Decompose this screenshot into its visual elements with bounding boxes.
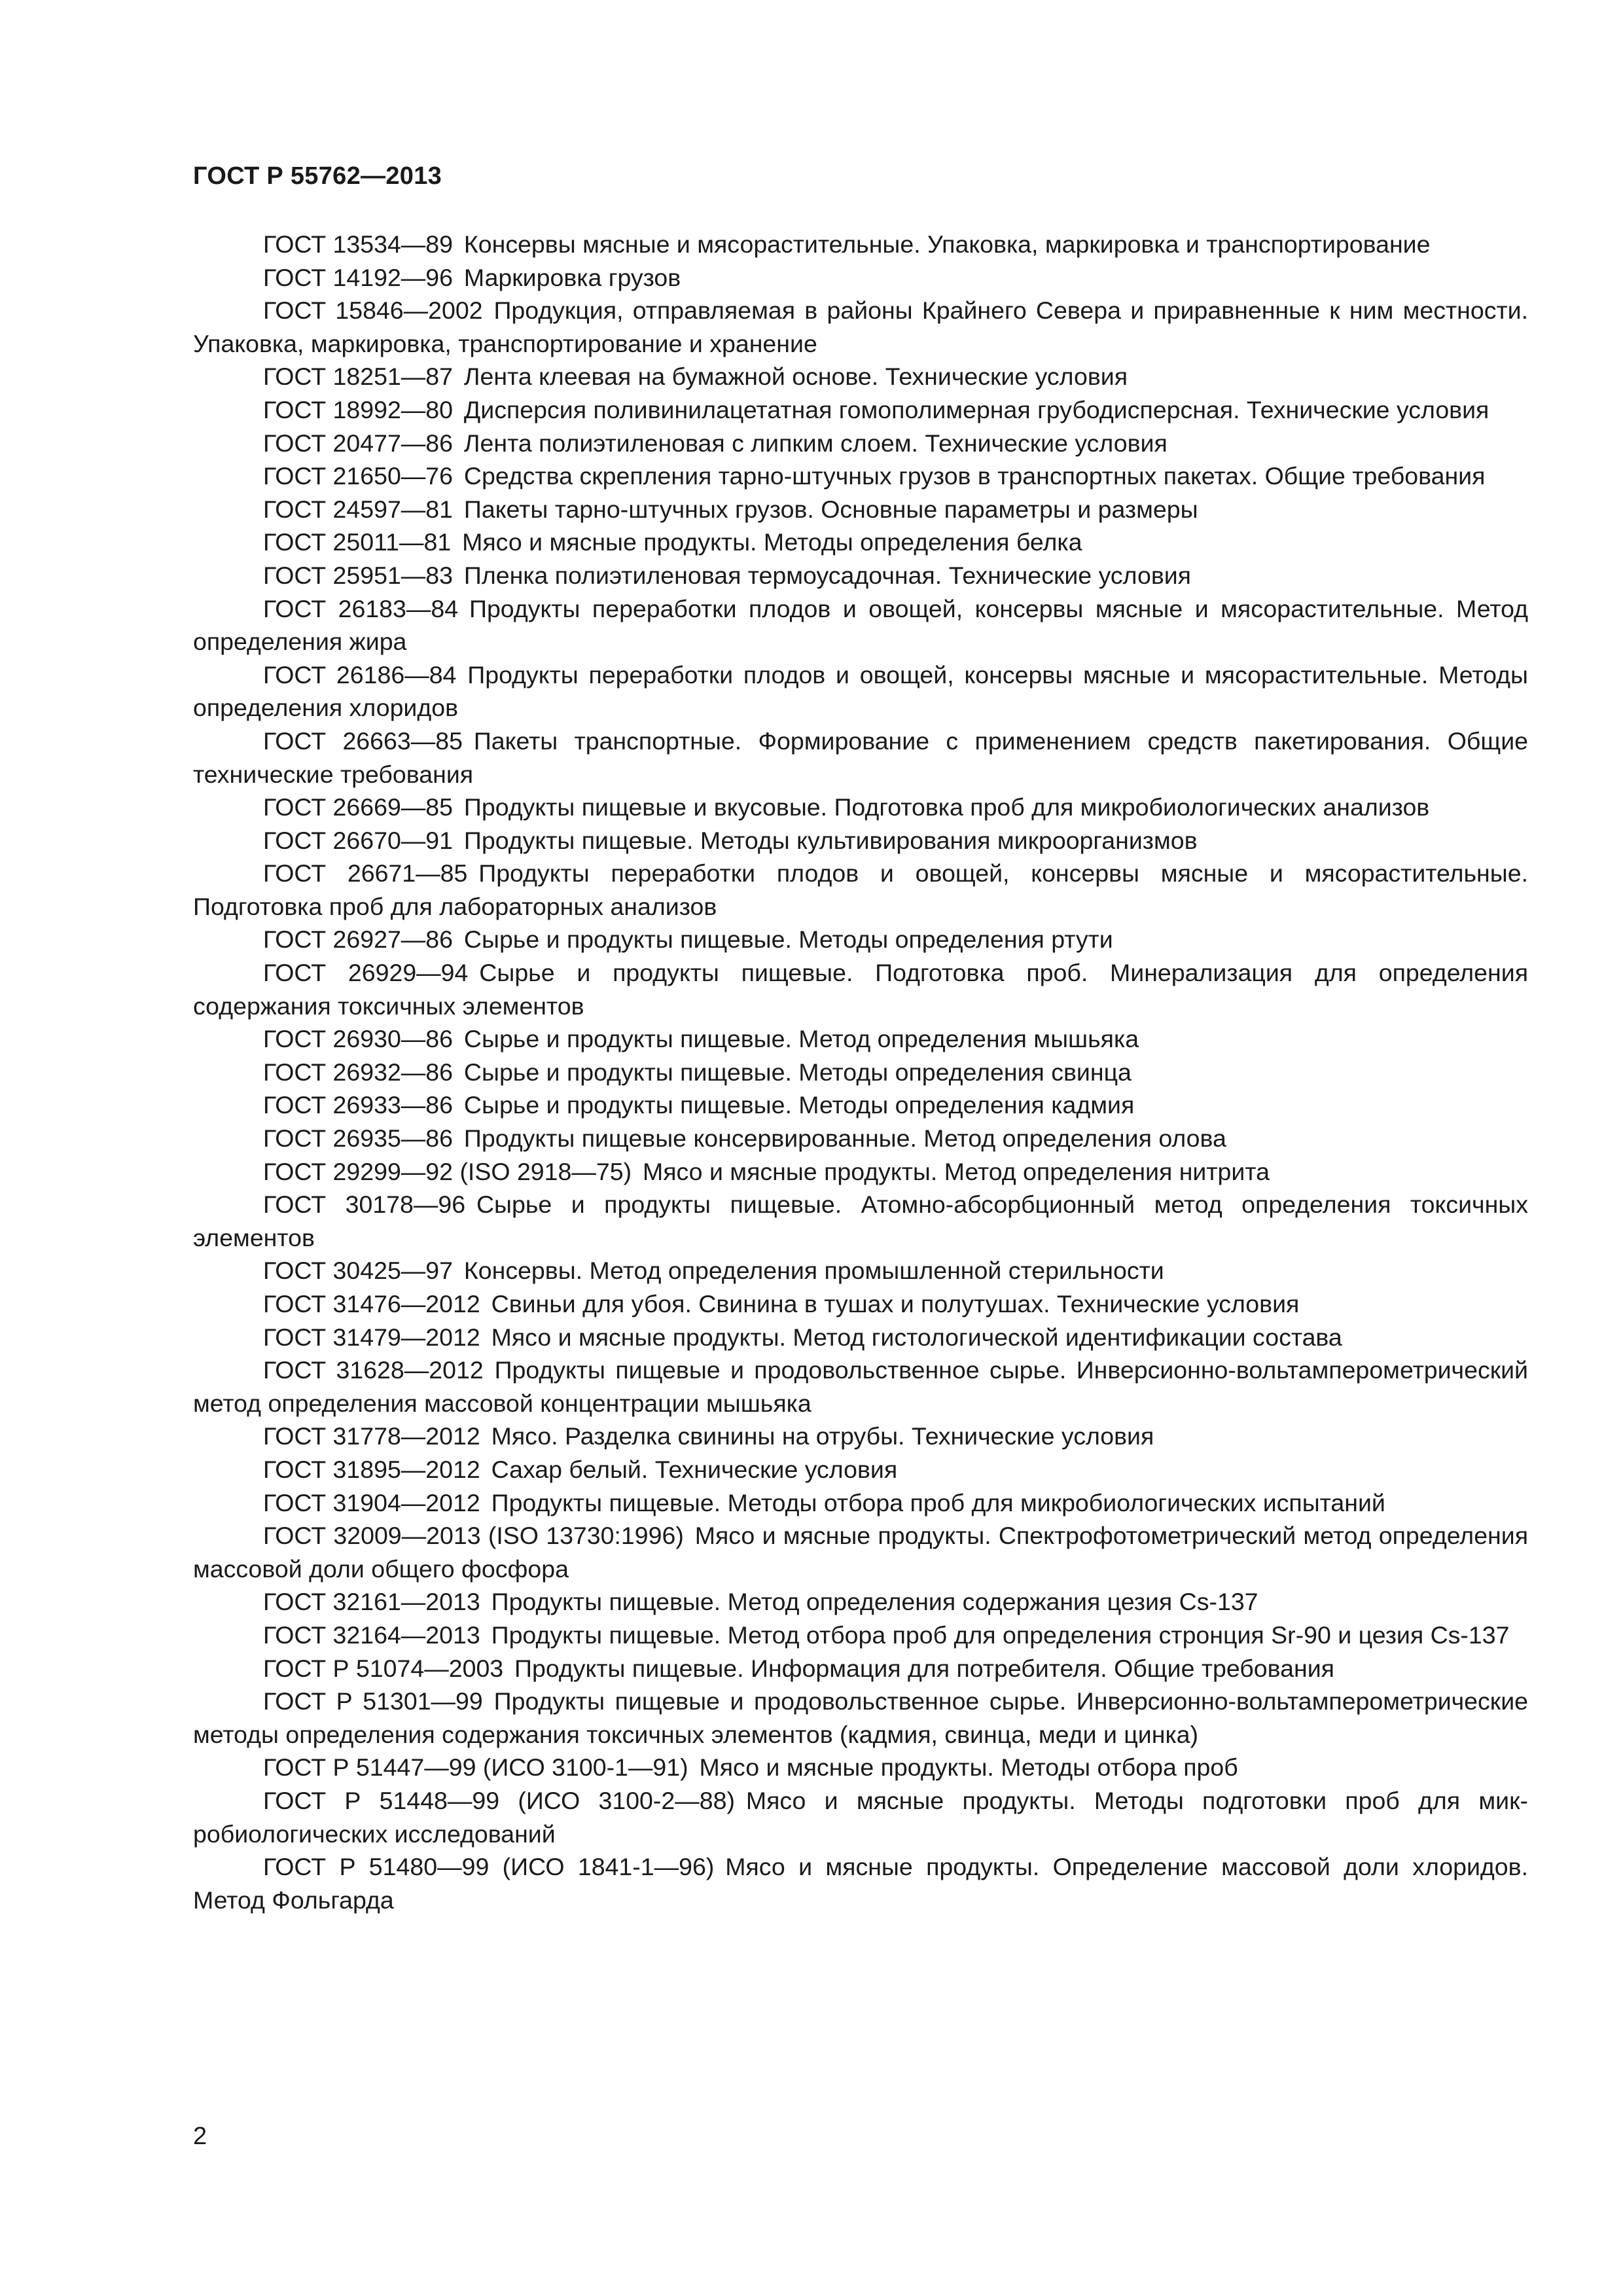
reference-entry: [193, 592, 1528, 658]
reference-code: ГОСТ 24597—81: [263, 495, 454, 523]
reference-code: ГОСТ 32164—2013: [263, 1621, 480, 1649]
reference-title: Мясо и мясные продукты. Методы отбора проб: [699, 1753, 1238, 1782]
reference-title: Свиньи для убоя. Свинина в тушах и полутушах. Технические условия: [491, 1290, 1300, 1318]
reference-entry: [193, 1254, 1528, 1287]
reference-code: ГОСТ 21650—76: [263, 462, 454, 490]
reference-entry: [193, 1652, 1528, 1685]
reference-entry: [193, 261, 1528, 295]
reference-title: Продукция, отправляемая в районы Крайнего Севера и приравненные к ним местности. Упаковка, маркировка, транспортирование и хранение: [193, 296, 1528, 357]
reference-code: ГОСТ 18251—87: [263, 363, 454, 391]
reference-title: Пакеты тарно-штучных грузов. Основные параметры и размеры: [463, 495, 1198, 523]
reference-entry: [193, 1420, 1528, 1453]
reference-entry: [193, 923, 1528, 956]
reference-entry: [193, 427, 1528, 460]
reference-title: Сырье и продукты пищевые. Методы определения ртути: [463, 925, 1113, 954]
reference-entry: [193, 1122, 1528, 1155]
reference-code: ГОСТ 26932—86: [263, 1058, 454, 1086]
reference-title: Консервы. Метод определения промышленной стерильности: [463, 1257, 1164, 1285]
reference-entry: [193, 1784, 1528, 1850]
reference-title: Сырье и продукты пищевые. Метод определения мышьяка: [463, 1025, 1139, 1053]
reference-code: ГОСТ 32161—2013: [263, 1588, 480, 1616]
reference-entry: [193, 1685, 1528, 1751]
reference-code: ГОСТ 31778—2012: [263, 1422, 480, 1450]
reference-entry: [193, 956, 1528, 1022]
reference-title: Продукты пищевые консервированные. Метод определения олова: [463, 1124, 1226, 1153]
reference-code: ГОСТ 18992—80: [263, 395, 454, 423]
reference-entry: [193, 1155, 1528, 1189]
reference-code: ГОСТ 26930—86: [263, 1025, 454, 1053]
reference-title: Сырье и продукты пищевые. Атомно-абсорбционный метод определения токсичных элементов: [193, 1191, 1528, 1251]
reference-entry: [193, 526, 1528, 559]
reference-title: Продукты переработки плодов и овощей, консервы мясные и мясорастительные. Подготовка проб для лабораторных анализов: [193, 859, 1528, 920]
reference-entry: [193, 294, 1528, 360]
reference-entry: [193, 725, 1528, 791]
reference-code: ГОСТ Р 51074—2003: [263, 1654, 504, 1682]
reference-entry: [193, 493, 1528, 526]
reference-entry: [193, 1453, 1528, 1486]
reference-title: Сырье и продукты пищевые. Методы определения свинца: [463, 1058, 1132, 1086]
reference-code: ГОСТ 26670—91: [263, 826, 454, 854]
reference-title: Пленка полиэтиленовая термоусадочная. Технические условия: [463, 561, 1191, 589]
reference-code: ГОСТ 29299—92 (ISO 2918—75): [263, 1157, 632, 1185]
reference-code: ГОСТ 26663—85: [263, 726, 463, 755]
reference-title: Лента полиэтиленовая с липким слоем. Технические условия: [463, 429, 1168, 457]
reference-code: ГОСТ 31479—2012: [263, 1323, 480, 1351]
reference-code: ГОСТ 31476—2012: [263, 1290, 480, 1318]
reference-title: Продукты пищевые и продовольственное сырье. Инверсионно-вольтамперометрические методы определения содержания токсичных элементов (кадмия, свинца, меди и цинка): [193, 1687, 1529, 1748]
reference-entry: [193, 658, 1528, 725]
reference-code: ГОСТ 26183—84: [263, 594, 459, 622]
reference-entry: [193, 857, 1528, 923]
reference-entry: [193, 1022, 1528, 1056]
reference-entry: [193, 1088, 1528, 1122]
reference-title: Продукты пищевые и вкусовые. Подготовка проб для микробиологических анализов: [463, 793, 1430, 821]
reference-entry: [193, 1585, 1528, 1619]
reference-title: Мясо и мясные продукты. Метод гистологической идентификации состава: [491, 1323, 1342, 1351]
reference-entry: [193, 1486, 1528, 1520]
reference-title: Дисперсия поливинилацетатная гомополимерная грубодисперсная. Технические условия: [463, 395, 1489, 423]
reference-code: ГОСТ 15846—2002: [263, 296, 483, 325]
page-number: 2: [193, 2123, 207, 2150]
reference-title: Продукты пищевые. Информация для потребителя. Общие требования: [514, 1654, 1334, 1682]
reference-code: ГОСТ 26933—86: [263, 1091, 454, 1119]
reference-code: ГОСТ 31895—2012: [263, 1455, 480, 1483]
reference-title: Мясо и мясные продукты. Методы подготовки проб для микробиологических исследований: [193, 1786, 1528, 1848]
reference-code: ГОСТ 26669—85: [263, 793, 454, 821]
reference-code: ГОСТ 26929—94: [263, 959, 469, 987]
reference-title: Мясо и мясные продукты. Метод определения нитрита: [642, 1157, 1270, 1185]
reference-title: Мясо. Разделка свинины на отрубы. Технические условия: [491, 1422, 1154, 1450]
reference-entry: [193, 559, 1528, 592]
reference-entry: [193, 1850, 1528, 1916]
reference-title: Продукты переработки плодов и овощей, консервы мясные и мясорастительные. Методы определения хлоридов: [193, 660, 1528, 722]
reference-code: ГОСТ 32009—2013 (ISO 13730:1996): [263, 1522, 684, 1550]
reference-entry: [193, 791, 1528, 824]
reference-title: Средства скрепления тарно-штучных грузов в транспортных пакетах. Общие требования: [463, 462, 1486, 490]
reference-entry: [193, 1519, 1528, 1585]
reference-title: Продукты пищевые. Методы отбора проб для микробиологических испытаний: [491, 1488, 1385, 1516]
reference-title: Продукты пищевые и продовольственное сырье. Инверсионно-вольтамперометрический метод определения массовой концентрации мышьяка: [193, 1356, 1528, 1417]
reference-title: Консервы мясные и мясорастительные. Упаковка, маркировка и транспортирование: [463, 230, 1431, 258]
reference-code: ГОСТ Р 51480—99 (ИСО 1841-1—96): [263, 1853, 715, 1881]
document-header: ГОСТ Р 55762—2013: [193, 162, 442, 190]
reference-title: Лента клеевая на бумажной основе. Технические условия: [463, 363, 1128, 391]
reference-title: Продукты пищевые. Методы культивирования микроорганизмов: [463, 826, 1198, 854]
reference-code: ГОСТ 30178—96: [263, 1191, 466, 1219]
reference-entry: [193, 1619, 1528, 1652]
reference-title: Мясо и мясные продукты. Определение массовой доли хлоридов. Метод Фольгарда: [193, 1853, 1528, 1914]
reference-code: ГОСТ 14192—96: [263, 263, 454, 291]
reference-code: ГОСТ 13534—89: [263, 230, 454, 258]
reference-code: ГОСТ 26671—85: [263, 859, 468, 888]
reference-code: ГОСТ 26935—86: [263, 1124, 454, 1153]
reference-entry: [193, 459, 1528, 493]
normative-references-list: [193, 228, 1528, 1916]
reference-code: ГОСТ 26186—84: [263, 660, 457, 689]
reference-code: ГОСТ 25011—81: [263, 528, 452, 556]
reference-title: Мясо и мясные продукты. Спектрофотометрический метод определения массовой доли общего фосфора: [193, 1522, 1529, 1583]
reference-code: ГОСТ 25951—83: [263, 561, 454, 589]
reference-entry: [193, 1188, 1528, 1254]
reference-title: Продукты переработки плодов и овощей, консервы мясные и мясорастительные. Метод определения жира: [193, 594, 1528, 656]
reference-entry: [193, 1354, 1528, 1420]
reference-code: ГОСТ 30425—97: [263, 1257, 454, 1285]
reference-title: Пакеты транспортные. Формирование с применением средств пакетирования. Общие технические требования: [193, 726, 1528, 788]
reference-title: Продукты пищевые. Метод определения содержания цезия Cs-137: [491, 1588, 1258, 1616]
reference-code: ГОСТ Р 51301—99: [263, 1687, 483, 1715]
reference-title: Сахар белый. Технические условия: [491, 1455, 898, 1483]
reference-title: Сырье и продукты пищевые. Методы определения кадмия: [463, 1091, 1135, 1119]
reference-title: Продукты пищевые. Метод отбора проб для определения стронция Sr-90 и цезия Cs-137: [491, 1621, 1510, 1649]
reference-entry: [193, 393, 1528, 427]
reference-entry: [193, 360, 1528, 393]
reference-code: ГОСТ 26927—86: [263, 925, 454, 954]
reference-entry: [193, 1751, 1528, 1784]
reference-code: ГОСТ 20477—86: [263, 429, 454, 457]
reference-entry: [193, 1321, 1528, 1354]
reference-entry: [193, 228, 1528, 261]
reference-title: Мясо и мясные продукты. Методы определения белка: [462, 528, 1082, 556]
reference-entry: [193, 1287, 1528, 1321]
reference-title: Сырье и продукты пищевые. Подготовка проб. Минерализация для определения содержания токсичных элементов: [193, 959, 1528, 1020]
reference-entry: [193, 824, 1528, 857]
reference-code: ГОСТ Р 51447—99 (ИСО 3100-1—91): [263, 1753, 688, 1782]
reference-code: ГОСТ 31904—2012: [263, 1488, 480, 1516]
reference-code: ГОСТ 31628—2012: [263, 1356, 484, 1384]
reference-entry: [193, 1056, 1528, 1089]
reference-title: Маркировка грузов: [463, 263, 681, 291]
reference-code: ГОСТ Р 51448—99 (ИСО 3100-2—88): [263, 1786, 735, 1814]
